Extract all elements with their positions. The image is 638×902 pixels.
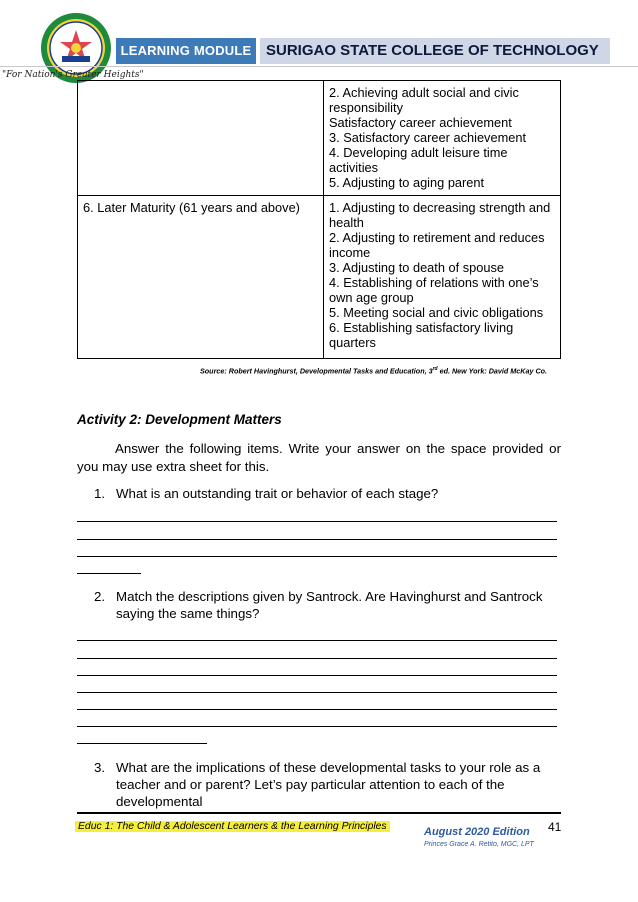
- edition-label: August 2020 Edition: [424, 826, 530, 838]
- task-item: 5. Meeting social and civic obligations: [329, 305, 544, 320]
- task-item: 6. Establishing satisfactory living quarters: [329, 320, 514, 350]
- header-divider: [0, 66, 638, 67]
- tasks-cell: [324, 196, 561, 359]
- question-number: 2.: [94, 589, 106, 604]
- answer-line[interactable]: [77, 556, 557, 557]
- question-text: What are the implications of these developmental tasks to your role as a teacher and or parent? Let’s pay particular attention to each of the developmental: [116, 760, 541, 809]
- answer-line[interactable]: [77, 539, 557, 540]
- activity-instructions: Answer the following items. Write your answer on the space provided or you may use extra sheet for this.: [77, 441, 561, 474]
- answer-line[interactable]: [77, 521, 557, 522]
- answer-line[interactable]: [77, 709, 557, 710]
- task-item: 4. Developing adult leisure time activities: [329, 145, 508, 175]
- task-item: 4. Establishing of relations with one’s own age group: [329, 275, 539, 305]
- stage-cell: [78, 81, 324, 196]
- learning-module-tab: LEARNING MODULE: [116, 38, 256, 64]
- task-item: 3. Adjusting to death of spouse: [329, 260, 505, 275]
- table-row: [78, 81, 561, 196]
- question-number: 1.: [94, 486, 106, 501]
- question-number: 3.: [94, 760, 106, 775]
- task-item: 2. Adjusting to retirement and reduces income: [329, 230, 545, 260]
- activity-title: Activity 2: Development Matters: [77, 412, 282, 427]
- answer-line[interactable]: [77, 658, 557, 659]
- answer-line[interactable]: [77, 675, 557, 676]
- task-item: Satisfactory career achievement: [329, 115, 512, 130]
- task-item: 3. Satisfactory career achievement: [329, 130, 527, 145]
- author-credit: Princes Grace A. Retito, MGC, LPT: [424, 841, 534, 848]
- task-item: 5. Adjusting to aging parent: [329, 175, 485, 190]
- answer-line[interactable]: [77, 726, 557, 727]
- footer-divider: [77, 812, 561, 814]
- stage-cell: 6. Later Maturity (61 years and above): [78, 196, 324, 359]
- answer-line[interactable]: [77, 573, 141, 574]
- tasks-cell: [324, 81, 561, 196]
- answer-line[interactable]: [77, 743, 207, 744]
- answer-line[interactable]: [77, 692, 557, 693]
- developmental-tasks-table: [77, 80, 561, 359]
- course-title: Educ 1: The Child & Adolescent Learners & the Learning Principles: [75, 821, 390, 832]
- task-item: 2. Achieving adult social and civic responsibility: [329, 85, 519, 115]
- question-text: Match the descriptions given by Santrock. Are Havinghurst and Santrock saying the same things?: [116, 589, 543, 621]
- answer-line[interactable]: [77, 640, 557, 641]
- task-item: 1. Adjusting to decreasing strength and health: [329, 200, 551, 230]
- page-number: 41: [548, 820, 562, 834]
- college-motto: "For Nation's Greater Heights": [2, 70, 144, 80]
- college-name-banner: SURIGAO STATE COLLEGE OF TECHNOLOGY: [260, 38, 610, 64]
- question-text: What is an outstanding trait or behavior of each stage?: [116, 486, 439, 501]
- table-row: [78, 196, 561, 359]
- table-source-citation: Source: Robert Havinghurst, Developmental Tasks and Education, 3rd ed. New York: David McKay Co.: [200, 366, 548, 376]
